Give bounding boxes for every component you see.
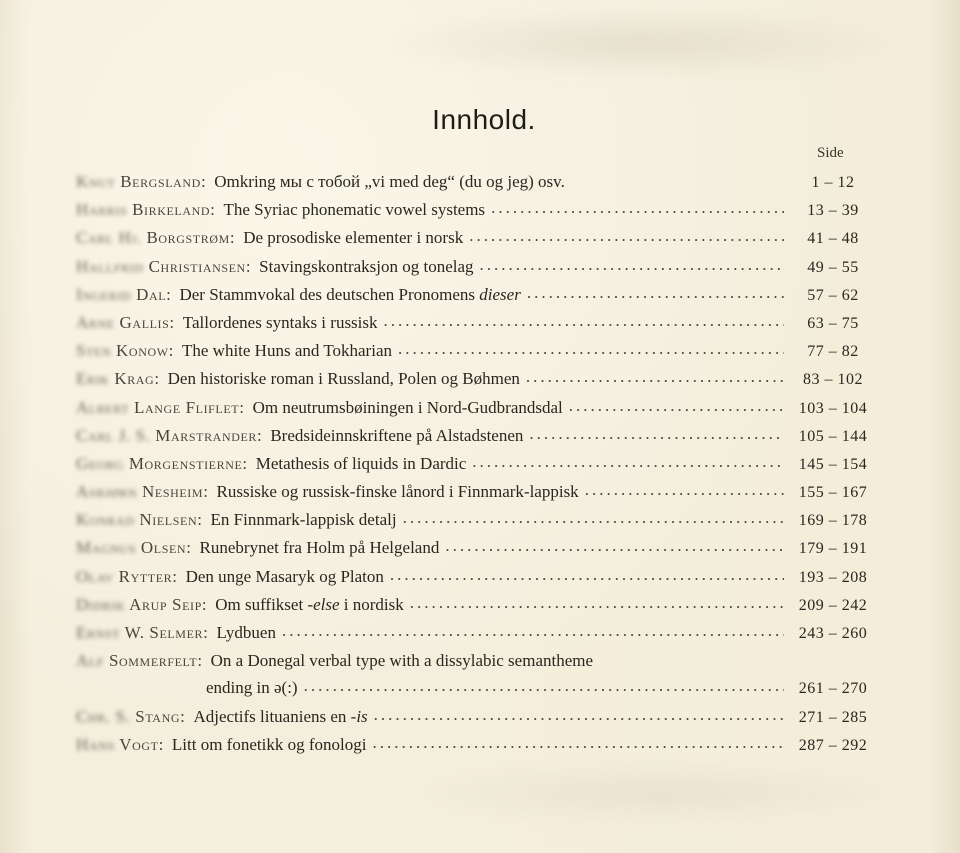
entry-title-text: De prosodiske elementer i norsk [243, 228, 464, 248]
toc-entry [76, 394, 876, 422]
entry-title-text: Stavingskontraksjon og tonelag [259, 256, 474, 276]
entry-author [76, 224, 243, 252]
author-separator: : [169, 312, 175, 332]
entry-pages: 145 – 154 [798, 455, 868, 473]
entry-title-after: i nordisk [343, 594, 404, 614]
entry-author [76, 168, 214, 196]
author-first-name: Chr. S. [76, 707, 131, 727]
entry-pages: 261 – 270 [798, 680, 868, 698]
entry-pages: 49 – 55 [807, 258, 859, 276]
author-last-name: Christiansen [148, 256, 246, 276]
toc-entry [76, 253, 876, 281]
entry-author [76, 703, 193, 731]
dot-leader [445, 532, 784, 560]
toc-entry-line [76, 731, 876, 759]
entry-title-text: Metathesis of liquids in Dardic [255, 453, 467, 473]
author-first-name: Alf [76, 651, 105, 671]
entry-title-text: Den unge Masaryk og Platon [185, 566, 384, 586]
entry-title-italic: dieser [479, 284, 521, 304]
entry-pages: 179 – 191 [798, 540, 868, 558]
entry-title-text: The white Huns and Tokharian [181, 341, 392, 361]
entry-author [76, 478, 217, 506]
author-separator: : [239, 397, 245, 417]
dot-leader [304, 672, 784, 700]
toc-entry [76, 224, 876, 252]
entry-pages: 77 – 82 [807, 343, 859, 361]
entry-title-text: Bredsideinnskriftene på Alstadstenen [270, 425, 524, 445]
entry-title [179, 281, 520, 309]
author-first-name: Carl Hj. [76, 228, 142, 248]
entry-author [76, 422, 270, 450]
author-last-name: Arup Seip [129, 594, 202, 614]
entry-title [253, 394, 563, 422]
dot-leader [480, 251, 784, 279]
toc-entry-line [76, 168, 876, 196]
toc-entry [76, 196, 876, 224]
author-first-name: Georg [76, 453, 124, 473]
author-first-name: Carl J. S. [76, 425, 151, 445]
author-separator: : [201, 594, 208, 614]
dot-leader [282, 617, 784, 645]
entry-pages: 63 – 75 [807, 314, 859, 332]
toc-entry-line [76, 309, 876, 337]
entry-pages: 105 – 144 [798, 427, 868, 445]
author-first-name: Olav [76, 566, 114, 586]
author-first-name: Arne [76, 312, 115, 332]
dot-leader [410, 589, 784, 617]
author-separator: : [197, 510, 203, 530]
entry-title [217, 478, 579, 506]
author-last-name: Olsen [140, 538, 187, 558]
author-separator: : [203, 482, 209, 502]
toc-entry [76, 478, 876, 506]
toc-entry-line [76, 337, 876, 365]
author-last-name: Lange Fliflet [134, 397, 240, 417]
author-last-name: Nielsen [139, 510, 198, 530]
toc-entry-line [76, 591, 876, 619]
entry-author [76, 619, 216, 647]
dot-leader [390, 561, 784, 589]
toc-entry-line [76, 703, 876, 731]
dot-leader [374, 701, 784, 729]
entry-title-italic: -else [307, 594, 340, 614]
author-last-name: Nesheim [142, 482, 204, 502]
author-separator: : [154, 369, 160, 389]
dot-leader [491, 194, 784, 222]
dot-leader [529, 420, 784, 448]
toc-entry-line [76, 394, 876, 422]
entry-title-text: Litt om fonetikk og fonologi [171, 735, 367, 755]
author-first-name: Ingerid [76, 284, 132, 304]
author-first-name: Harris [76, 200, 128, 220]
entry-title [186, 563, 384, 591]
toc-entry [76, 731, 876, 759]
author-first-name: Didrik [76, 594, 126, 614]
author-separator: : [197, 651, 203, 671]
toc-entry [76, 281, 876, 309]
dot-leader [585, 476, 784, 504]
toc-entry [76, 534, 876, 562]
entry-title-text: Om neutrumsbøiningen i Nord-Gudbrandsdal [252, 397, 563, 417]
toc-entry [76, 450, 876, 478]
author-last-name: Dal [136, 284, 167, 304]
toc-entry-line [76, 563, 876, 591]
entry-author [76, 365, 168, 393]
dot-leader [398, 335, 784, 363]
toc-entry-line [76, 534, 876, 562]
author-separator: : [257, 425, 263, 445]
author-last-name: Krag [114, 369, 155, 389]
toc-entry [76, 309, 876, 337]
entry-pages: 271 – 285 [798, 709, 868, 727]
entry-title [211, 647, 593, 675]
author-last-name: Stang [135, 707, 181, 727]
author-separator: : [245, 256, 252, 276]
entry-title [183, 309, 378, 337]
author-last-name: Birkeland [132, 200, 211, 220]
entry-title [224, 196, 486, 224]
toc-entry [76, 365, 876, 393]
entry-title [215, 591, 404, 619]
toc-entry [76, 422, 876, 450]
entry-title [211, 506, 397, 534]
author-last-name: Borgstrøm [146, 228, 230, 248]
page-title: Innhold. [432, 104, 536, 135]
toc-entry [76, 703, 876, 731]
show-through-bottom [420, 763, 900, 823]
dot-leader [372, 729, 784, 757]
toc-entry [76, 619, 876, 647]
dot-leader [384, 307, 784, 335]
toc-entry [76, 563, 876, 591]
entry-pages: 103 – 104 [798, 399, 868, 417]
entry-pages: 169 – 178 [798, 512, 868, 530]
author-first-name: Sten [76, 341, 112, 361]
toc-entry-line [76, 619, 876, 647]
toc-entry [76, 647, 876, 703]
dot-leader [469, 222, 784, 250]
author-separator: : [180, 707, 186, 727]
author-separator: : [166, 284, 172, 304]
author-first-name: Hallfrid [76, 256, 144, 276]
toc-entry-line [76, 647, 876, 675]
author-first-name: Konrad [76, 510, 135, 530]
entry-pages: 13 – 39 [807, 202, 859, 220]
author-last-name: Gallis [119, 312, 170, 332]
toc-entry [76, 168, 876, 196]
entry-title [200, 534, 440, 562]
entry-title-text: Russiske og russisk-finske lånord i Finnmark-lappisk [216, 482, 579, 502]
entry-author [76, 506, 211, 534]
author-separator: : [186, 538, 192, 558]
author-last-name: Vogt [119, 735, 159, 755]
toc-entry-continuation [206, 674, 876, 702]
entry-author [76, 591, 215, 619]
entry-author [76, 337, 182, 365]
author-first-name: Asbjørn [76, 482, 138, 502]
author-last-name: Marstrander [155, 425, 258, 445]
toc-entry-line [76, 506, 876, 534]
side-column-label: Side [817, 145, 844, 161]
entry-pages: 1 – 12 [811, 174, 855, 191]
entry-title [172, 731, 367, 759]
toc-entry-line [76, 365, 876, 393]
entry-title-italic: -is [350, 707, 368, 727]
entry-title-line2: ending in ə(:) [206, 678, 298, 698]
toc-entry [76, 591, 876, 619]
author-first-name: Magnus [76, 538, 137, 558]
entry-title [193, 703, 367, 731]
entry-pages: 287 – 292 [798, 737, 868, 755]
dot-leader [472, 448, 784, 476]
entry-title-text: The Syriac phonematic vowel systems [223, 200, 486, 220]
entry-title-text: Den historiske roman i Russland, Polen og Bøhmen [167, 369, 520, 389]
entry-author [76, 647, 211, 675]
entry-author [76, 281, 179, 309]
toc-entry-line [76, 478, 876, 506]
show-through-top [380, 8, 900, 78]
author-last-name: Konow [116, 341, 169, 361]
entry-pages: 83 – 102 [803, 371, 863, 389]
entry-title [243, 224, 463, 252]
toc-entry-line [76, 450, 876, 478]
author-separator: : [242, 453, 248, 473]
dot-leader [403, 504, 784, 532]
author-last-name: W. Selmer [124, 623, 204, 642]
entry-author [76, 253, 259, 281]
entry-title [259, 253, 473, 281]
entry-pages: 193 – 208 [798, 568, 868, 586]
entry-pages: 41 – 48 [807, 230, 859, 248]
entry-title-text: Om suffikset [215, 594, 304, 614]
dot-leader [569, 392, 784, 420]
dot-leader [526, 363, 784, 391]
entry-author [76, 309, 183, 337]
author-separator: : [229, 228, 236, 248]
author-first-name: Knut [76, 172, 116, 191]
author-first-name: Erik [76, 369, 110, 389]
entry-title [214, 168, 565, 196]
author-first-name: Albert [76, 397, 130, 417]
author-separator: : [210, 200, 216, 220]
entry-title [256, 450, 467, 478]
entry-pages: 57 – 62 [807, 286, 859, 304]
entry-author [76, 731, 172, 759]
author-last-name: Bergsland [120, 172, 201, 191]
author-first-name: Ernst [76, 623, 121, 642]
entry-title [270, 422, 523, 450]
toc-entry-line [76, 253, 876, 281]
entry-title [216, 619, 276, 647]
author-separator: : [158, 735, 164, 755]
entry-title [182, 337, 392, 365]
entry-title-text: En Finnmark-lappisk detalj [210, 510, 397, 530]
author-first-name: Hans [76, 735, 115, 755]
entry-pages: 243 – 260 [798, 625, 868, 642]
entry-pages: 209 – 242 [798, 596, 868, 614]
author-last-name: Sommerfelt [108, 651, 198, 671]
toc-entry-line [76, 196, 876, 224]
entry-title-text: Omkring мы с тобой „vi med deg“ (du og jeg) osv. [214, 172, 565, 191]
entry-author [76, 563, 186, 591]
toc-entry-line [76, 422, 876, 450]
entry-title-text: Lydbuen [216, 623, 276, 642]
entry-pages: 155 – 167 [798, 484, 868, 502]
toc-entry-line [76, 224, 876, 252]
entry-title-text: Runebrynet fra Holm på Helgeland [199, 538, 440, 558]
toc-entry-line [76, 281, 876, 309]
entry-author [76, 450, 256, 478]
author-separator: : [172, 566, 178, 586]
entry-title-text: Tallordenes syntaks i russisk [182, 312, 378, 332]
author-separator: : [168, 341, 174, 361]
entry-title-text: On a Donegal verbal type with a dissylabic semantheme [210, 651, 594, 671]
author-last-name: Rytter [118, 566, 173, 586]
entry-title-text: Der Stammvokal des deutschen Pronomens [179, 284, 476, 304]
entry-title [168, 365, 520, 393]
entry-author [76, 534, 200, 562]
entry-title-text: Adjectifs lituaniens en [193, 707, 347, 727]
entry-author [76, 196, 224, 224]
author-separator: : [200, 172, 207, 191]
toc-entry [76, 506, 876, 534]
table-of-contents [76, 168, 876, 760]
author-separator: : [203, 623, 209, 642]
dot-leader [527, 279, 784, 307]
author-last-name: Morgenstierne [128, 453, 243, 473]
entry-author [76, 394, 253, 422]
toc-entry [76, 337, 876, 365]
